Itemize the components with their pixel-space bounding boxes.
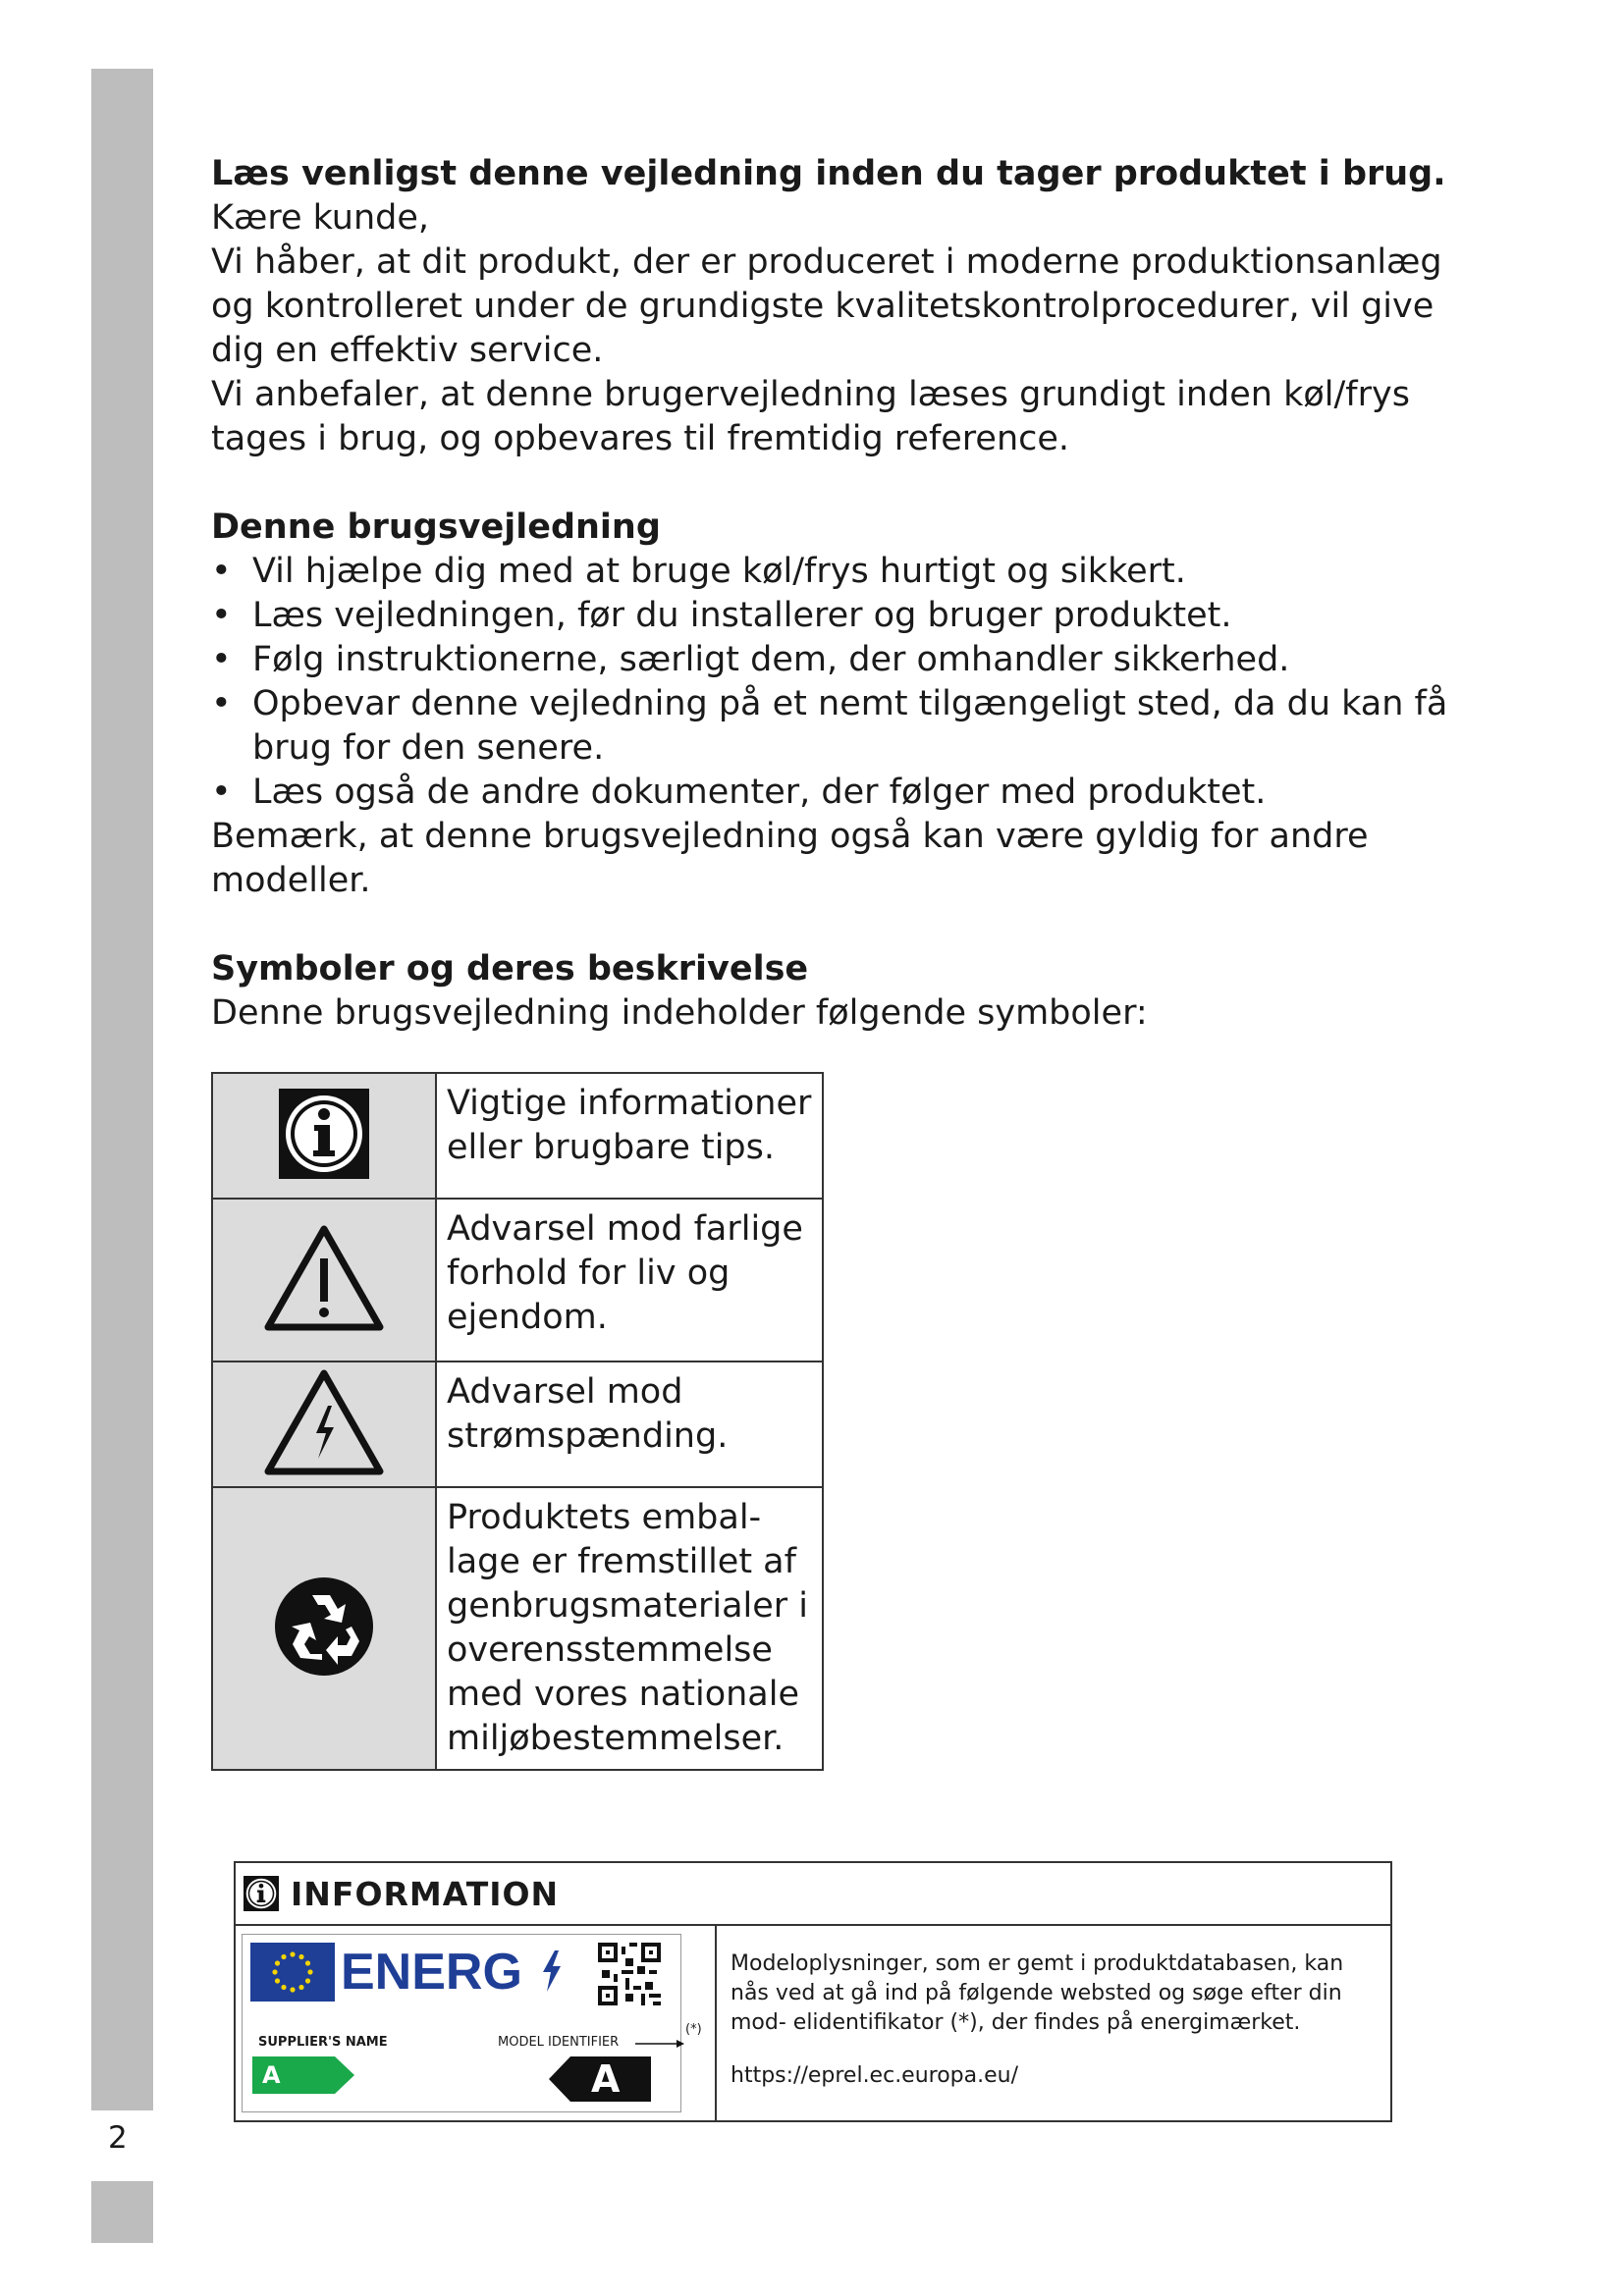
- intro-paragraph-2: Vi anbefaler, at denne brugervejledning læses grundigt inden køl/frys tages i brug, og opbevares til fremtidig reference.: [211, 375, 1410, 458]
- symbol-icon-cell: [212, 1073, 436, 1199]
- list-item: • Vil hjælpe dig med at bruge køl/frys hurtigt og sikkert.: [211, 550, 1488, 594]
- recycle-icon: [273, 1575, 375, 1678]
- list-item: • Læs vejledningen, før du installerer og bruger produktet.: [211, 594, 1488, 638]
- electric-shock-icon: [263, 1368, 385, 1476]
- qr-code-icon: [598, 1943, 661, 2005]
- energy-label-panel: [236, 1926, 717, 2122]
- table-row: [212, 1487, 823, 1770]
- symbols-intro: Denne brugsvejledning indeholder følgende symboler:: [211, 993, 1148, 1033]
- information-title: INFORMATION: [291, 1874, 560, 1913]
- main-content: [211, 152, 1488, 1036]
- sidebar-tab: [91, 2181, 153, 2243]
- page-number: 2: [108, 2120, 128, 2156]
- info-icon: [244, 1876, 279, 1911]
- symbols-section: [211, 947, 1488, 1036]
- guide-section: [211, 506, 1488, 903]
- energy-class-scale-label: A: [262, 2061, 281, 2089]
- eu-flag-icon: [250, 1943, 335, 2002]
- intro-greeting: Kære kunde,: [211, 198, 430, 238]
- symbols-table: [211, 1072, 824, 1771]
- energy-class-value: A: [591, 2057, 621, 2101]
- energy-bolt-icon: [541, 1950, 563, 1992]
- symbol-description: Advarsel mod farlige forhold for liv og ejendom.: [436, 1199, 823, 1362]
- info-icon: [279, 1089, 369, 1179]
- energy-brand-text: ENERG: [341, 1944, 522, 2001]
- symbol-icon-cell: [212, 1487, 436, 1770]
- symbol-description: Produktets embal- lage er fremstillet af genbrugsmaterialer i overensstemmelse med vores nationale miljøbestemmelser.: [436, 1487, 823, 1770]
- information-header: [236, 1863, 1390, 1926]
- intro-paragraph-1: Vi håber, at dit produkt, der er produceret i moderne produktionsanlæg og kontrolleret under de grundigste kvalitetskontrolprocedurer, vil give dig en effektiv service.: [211, 242, 1442, 370]
- information-box: [234, 1861, 1392, 2122]
- energy-label: [242, 1934, 681, 2112]
- supplier-name: SUPPLIER'S NAME: [258, 2035, 388, 2050]
- symbols-heading: Symboler og deres beskrivelse: [211, 949, 809, 988]
- arrow-right-icon: [635, 2039, 684, 2049]
- list-item: • Opbevar denne vejledning på et nemt tilgængeligt sted, da du kan få brug for den senere.: [211, 682, 1488, 771]
- table-row: [212, 1362, 823, 1487]
- symbol-description: Vigtige informationer eller brugbare tips.: [436, 1073, 823, 1199]
- guide-bullet-list: [211, 550, 1488, 815]
- symbol-icon-cell: [212, 1199, 436, 1362]
- intro-heading: Læs venligst denne vejledning inden du tager produktet i brug.: [211, 154, 1446, 193]
- information-text: [731, 1949, 1379, 2091]
- table-row: [212, 1073, 823, 1199]
- warning-icon: [263, 1224, 385, 1332]
- symbol-icon-cell: [212, 1362, 436, 1487]
- table-row: [212, 1199, 823, 1362]
- guide-note: Bemærk, at denne brugsvejledning også kan være gyldig for andre modeller.: [211, 817, 1369, 900]
- model-identifier: MODEL IDENTIFIER: [498, 2035, 620, 2050]
- sidebar-bar: [91, 69, 153, 2110]
- eprel-link[interactable]: https://eprel.ec.europa.eu/: [731, 2063, 1019, 2088]
- list-item: • Læs også de andre dokumenter, der følger med produktet.: [211, 771, 1488, 815]
- asterisk-mark: (*): [685, 2022, 702, 2037]
- information-description: Modeloplysninger, som er gemt i produktdatabasen, kan nås ved at gå ind på følgende websted og søge efter din mod- elidentifikator (*), der findes på energimærket.: [731, 1951, 1344, 2035]
- symbol-description: Advarsel mod strømspænding.: [436, 1362, 823, 1487]
- guide-heading: Denne brugsvejledning: [211, 507, 661, 547]
- list-item: • Følg instruktionerne, særligt dem, der omhandler sikkerhed.: [211, 638, 1488, 682]
